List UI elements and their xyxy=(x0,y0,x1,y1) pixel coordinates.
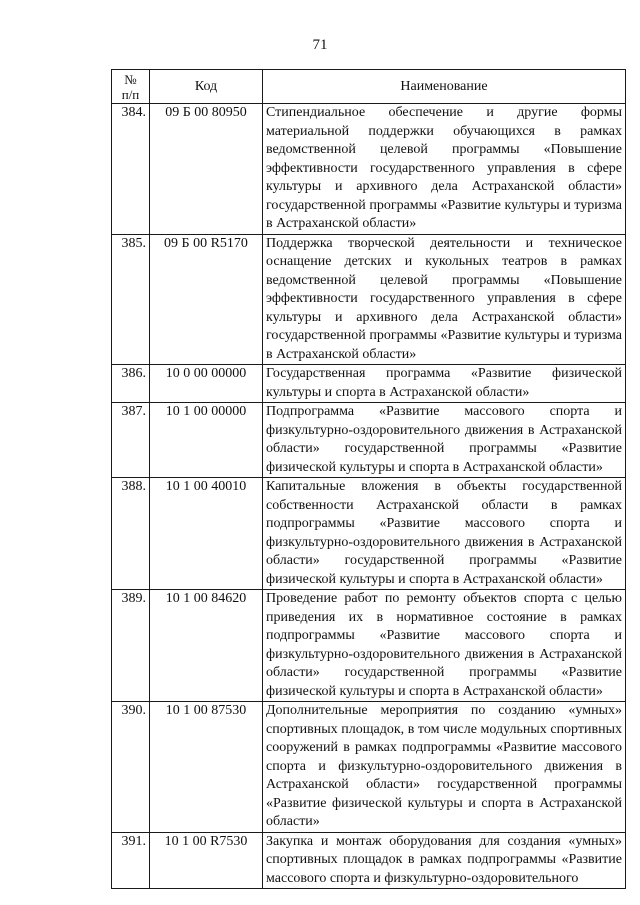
row-code: 10 1 00 R7530 xyxy=(150,832,263,889)
row-name: Дополнительные мероприятия по созданию «умных» спортивных площадок, в том числе модульных спортивных сооружений в рамках подпрограммы «Развитие массового спорта и физкультурно-оздоровительного движения в Астраханской области» государственной программы «Развитие физической культуры и спорта в Астраханской области» xyxy=(263,702,626,833)
column-header-number-symbol: № xyxy=(124,71,137,87)
table-row xyxy=(112,104,626,235)
row-number: 386. xyxy=(112,365,150,403)
row-name: Государственная программа «Развитие физической культуры и спорта в Астраханской области» xyxy=(263,365,626,403)
budget-code-table xyxy=(111,69,626,889)
row-number: 389. xyxy=(112,590,150,702)
table-row xyxy=(112,365,626,403)
row-code: 10 1 00 40010 xyxy=(150,478,263,590)
page-number: 71 xyxy=(312,37,328,53)
table-header-row xyxy=(112,70,626,104)
row-name: Капитальные вложения в объекты государственной собственности Астраханской области в рамках подпрограммы «Развитие массового спорта и физкультурно-оздоровительного движения в Астраханской области» государственной программы «Развитие физической культуры и спорта в Астраханской области» xyxy=(263,478,626,590)
row-name: Подпрограмма «Развитие массового спорта и физкультурно-оздоровительного движения в Астраханской области» государственной программы «Развитие физической культуры и спорта в Астраханской области» xyxy=(263,403,626,478)
table-row xyxy=(112,702,626,833)
row-code: 10 1 00 87530 xyxy=(150,702,263,833)
table-row xyxy=(112,403,626,478)
table-row xyxy=(112,590,626,702)
row-number: 385. xyxy=(112,234,150,365)
row-code: 10 0 00 00000 xyxy=(150,365,263,403)
row-number: 391. xyxy=(112,832,150,889)
row-number: 384. xyxy=(112,104,150,235)
column-header-number xyxy=(112,70,150,104)
row-number: 387. xyxy=(112,403,150,478)
row-code: 09 Б 00 80950 xyxy=(150,104,263,235)
column-header-name: Наименование xyxy=(263,70,626,104)
row-name: Стипендиальное обеспечение и другие формы материальной поддержки обучающихся в рамках ведомственной целевой программы «Повышение эффективности государственного управления в сфере культуры и архивного дела Астраханской области» государственной программы «Развитие культуры и туризма в Астраханской области» xyxy=(263,104,626,235)
row-number: 390. xyxy=(112,702,150,833)
row-code: 10 1 00 84620 xyxy=(150,590,263,702)
column-header-code: Код xyxy=(150,70,263,104)
row-number: 388. xyxy=(112,478,150,590)
row-code: 09 Б 00 R5170 xyxy=(150,234,263,365)
table-row xyxy=(112,234,626,365)
row-name: Поддержка творческой деятельности и техническое оснащение детских и кукольных театров в рамках ведомственной целевой программы «Повышение эффективности государственного управления в сфере культуры и архивного дела Астраханской области» государственной программы «Развитие культуры и туризма в Астраханской области» xyxy=(263,234,626,365)
column-header-number-abbr: п/п xyxy=(121,86,140,102)
table-row xyxy=(112,832,626,889)
row-name: Закупка и монтаж оборудования для создания «умных» спортивных площадок в рамках подпрограммы «Развитие массового спорта и физкультурно-оздоровительного xyxy=(263,832,626,889)
row-name: Проведение работ по ремонту объектов спорта с целью приведения их в нормативное состояние в рамках подпрограммы «Развитие массового спорта и физкультурно-оздоровительного движения в Астраханской области» государственной программы «Развитие физической культуры и спорта в Астраханской области» xyxy=(263,590,626,702)
table-row xyxy=(112,478,626,590)
row-code: 10 1 00 00000 xyxy=(150,403,263,478)
